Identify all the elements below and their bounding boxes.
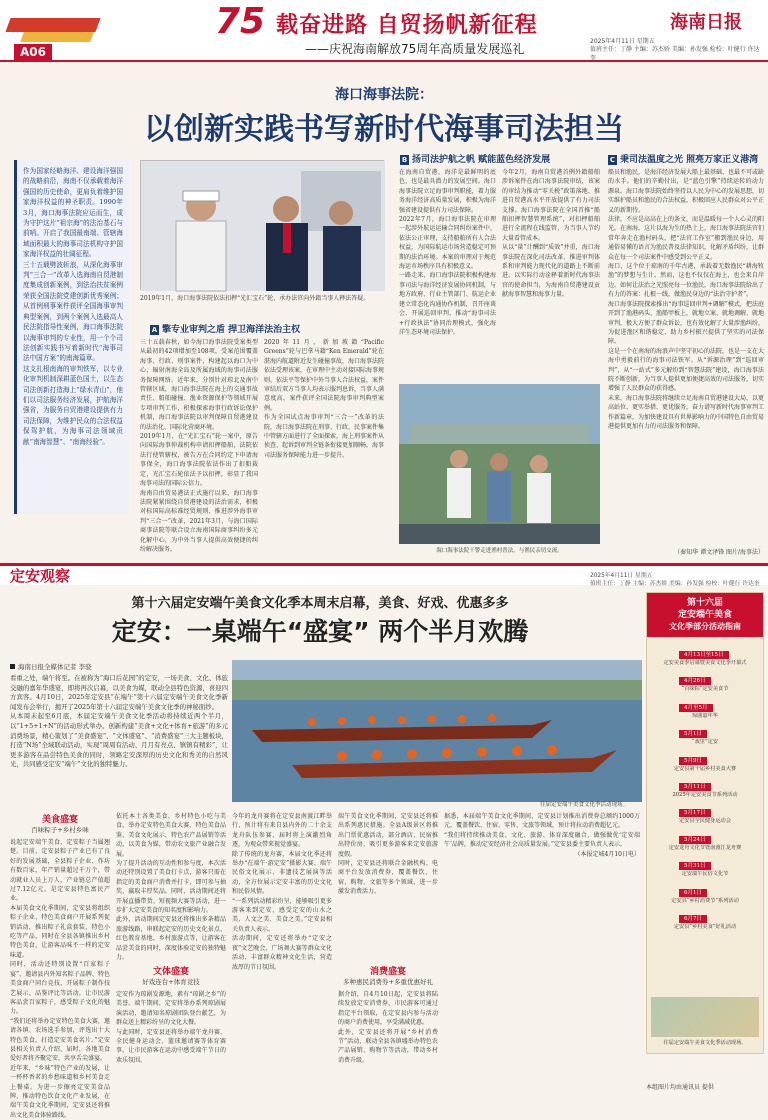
sectionA-tag: A <box>151 326 158 334</box>
guide-entry-item: 定安县第十届乡村美食大赛 <box>673 765 737 772</box>
sectionB-p5: 从以“量”计酬到“质效”并重，海口海事法院在深化司法改革、推进审判体系和审判能力现代化的道路上不断前进，以实际行动诠释着新时代海事法官的使命担当，为海南自贸港建设贡献海事智慧和海事力量。 <box>502 244 600 299</box>
article1-lead-box <box>14 160 129 514</box>
credits-line: 值班主任：丁静 主编：苏杰娇 美编：孙发强 检校：叶健行 许达奎 <box>590 46 760 62</box>
guide-entry <box>651 720 759 746</box>
guide-entry <box>651 852 759 878</box>
date-line: 2025年4月11日 星期五 <box>590 38 655 45</box>
dragon-boat-photo <box>232 660 642 802</box>
guide-entry-item: 定安县全民健身运动会 <box>679 818 731 825</box>
right-p1: 今年的龙舟赛将在定安县南渡江畔举行，预计将有来自县内外的二十余支龙舟队伍参赛，届时将上演激烈角逐，为观众带来视觉盛宴。 <box>232 813 332 849</box>
photo1-caption: 2019年1月，海口海事法院依法扣押“光汇宝石”轮，承办法官向外籍当事人释法答疑。 <box>140 295 370 302</box>
article1-photo-fishermen <box>399 384 600 544</box>
far-column <box>338 812 438 962</box>
mid-p3: 此外，活动期间定安县还将推出多条精品旅游线路，串联起定安的历史文化景点、红色教育基地、乡村旅游点等，让游客在品尝美食的同时，深度体验定安的独特魅力。 <box>116 916 226 962</box>
sectionC-byline: （秦知华 谭文泽锋 图片/海事法） <box>674 549 764 556</box>
consumer-heading <box>338 964 438 986</box>
guide-footer: 本组图片均由通讯员 提供 <box>646 1084 714 1091</box>
guide-entry-date: 4月至5月 <box>679 704 713 712</box>
guide-entry <box>651 773 759 799</box>
sectionC-p4: 海口海事法院探索推出“海事巡回审判+调解”模式，把法庭开到了渔港码头、渔船甲板上，就地立案、就地调解、就地审判，极大方便了群众诉讼，也有效化解了大量涉渔纠纷，为促进渔区和谐稳定、助力乡村振兴提供了坚实的司法保障。 <box>608 300 765 346</box>
photo3-caption: 往届定安端午美食文化季活动现场。 <box>540 802 629 808</box>
article2-headline: 定安：一桌端午“盛宴” 两个半月欢腾 <box>111 617 529 646</box>
consumer-p1: 据介绍，自4月10日起，定安县将陆续发放定安消费券，市民游客可通过指定平台领取，在定安县内参与活动的商户消费使用，享受满减优惠。 <box>338 991 438 1027</box>
sectionC-p5: 这是一个在南海的海浪声中坚守初心的法院，也是一支在大海中勇毅前行的海事司法铁军。从“诉源治理”到“巡回审判”，从“一站式”多元解纷到“智慧法院”建设，海口海事法院不断创新，为当事人提供更加便捷高效的司法服务，切实增强了人民群众的获得感。 <box>608 347 765 393</box>
sectionB-p1: 在海南自贸港，海洋是最鲜明的底色，也是最具潜力的发展空间。海口海事法院立足海事审判职能，着力服务海洋经济高质量发展，积极为海洋强省建设提供有力司法保障。 <box>399 169 496 214</box>
guide-entry-date: 6月7日 <box>679 915 707 923</box>
sectionA-title: 擎专业审判之盾 捍卫海洋法治主权 <box>162 325 301 335</box>
section2-title: 定安观察 <box>10 567 71 585</box>
activity-guide-box <box>646 592 764 1054</box>
guide-entry-item: 定安端午民俗文化节 <box>681 871 729 878</box>
newspaper-brand: 海南日报 <box>670 12 742 33</box>
guide-entry-item: 琼剧嘉年华 <box>692 712 718 719</box>
sectionC-p1: 船员和渔民，是海洋经济发展大船上最基础、也最不可或缺的水手。他们的辛勤付出，是“蓝色引擎”持续运转的动力源泉。海口海事法院始终坚持以人民为中心的发展思想，切实维护船员和渔民的合法权益，积极回应人民群众对公平正义的新期待。 <box>608 169 765 214</box>
guide-entry-item: 定安龙舟文化节暨南渡江龙舟赛 <box>668 844 742 851</box>
sectionA-p3: 海南自由贸易港法正式施行以来，海口海事法院紧紧围绕自贸港建设的法治需求，积极对标国际高标准经贸规则，推进涉外海事审判“三合一”改革，2021年3月，与海口国际商事法院等联合设立海南国际商事纠纷多元化解中心，为中外当事人提供高效便捷的纠纷解决服务。 <box>140 489 258 553</box>
guide-entry-date: 6月1日 <box>679 889 707 897</box>
guide-photo <box>651 997 759 1037</box>
food-p5: 近年来，“乡味”特色产业的发展，让一杯杯香茗的乡愁味道和乡村美食走上餐桌。为进一步擦亮定安美食品牌，推动特色饮食文化产业发展，在端午美食文化季期间，定安县还将推出文化美食体验路线。 <box>10 1064 110 1119</box>
sectionA-heading <box>150 322 382 335</box>
red-ribbon-icon <box>5 18 100 32</box>
guide-entry-date: 5月17日 <box>679 809 711 817</box>
guide-title-line2: 定安端午美食 <box>677 610 732 620</box>
culture-column <box>116 990 226 1092</box>
article1-lead: 作为国家经略海洋、建设海洋强国的战略前沿，海南不仅承载着海洋强国的历史使命，更肩负着维护国家海洋权益的神圣职责。1990年3月，海口海事法院应运而生，成为守护这片“祖宗海”的法治基石与前哨。开启了我国最南端、管辖海域面积最大的海事司法机构守护国家海洋权益的壮阔征程。 三十五载劈波斩浪，从深化海事审判“三合一”改革入选海南自贸港制度集成创新案例，到法治扶贫案例荣获全国法院党建创新优秀案例；从首例刑事案件获评全国海事审判典型案例，到两个案例入选最高人民法院指导性案例，海口海事法院以海事审判的专业性，用一个个司法创新实践书写着新时代“海事司法中国方案”的南海篇章。 这支扎根南海的审判铁军，以专业化审判机制深耕蓝色国土，以生态司法创新打造海上“绿水青山”，他们以司法服务经济发展，护航海洋强省，为服务自贸港建设提供有力司法保障，为维护民众的合法权益保驾护航，为海事司法领域贡献“南海智慧”、“南海经验”。 <box>23 167 123 446</box>
masthead-subtitle: ——庆祝海南解放75周年高质量发展巡礼 <box>305 42 525 56</box>
page-number: A06 <box>14 44 52 60</box>
guide-entry-item: 定安县“乡村美食”好礼活动 <box>673 924 737 931</box>
sectionB-p2: 2022年7月，海口海事法院在审理一起涉外航运运输合同纠纷案件中，依法公正审理，支持船舶所有人合法权益，为国际航运市场营造稳定可预期的法治环境。本案的审理对于规范海运市场秩序具有积极意义。 <box>399 216 496 271</box>
food-p1: 说起定安端午美食，定安粽子当属翘楚。目前，定安县粽子产业已有了良好的发展基础，全县粽子企业、作坊有数百家，年产销量超过千万个，带动就业人员上万人，产业链总产值超过7.12亿元，是定安县特色富民产业。 <box>10 839 110 903</box>
article2-byline <box>10 662 92 671</box>
article2-kicker: 第十六届定安端午美食文化季本周末启幕，美食、好戏、优惠多多 <box>131 596 509 611</box>
article1-photo-court <box>140 160 384 290</box>
consumer-subtitle: 多种惠民消费券+多重优惠好礼 <box>343 978 433 986</box>
section2-date-line: 2025年4月11日 星期五 <box>590 573 653 579</box>
guide-entry-item: 2025年定安美食节系列活动 <box>672 792 738 799</box>
sectionA-col1 <box>140 338 258 556</box>
right-p3: “一系列活动精彩纷呈，能够吸引更多游客来到定安，感受定安的山水之美、人文之美、美食之美。”定安县相关负责人表示。 <box>232 897 332 933</box>
last-p2: “我们将持续推动美食、文化、旅游、体育深度融合，做强做优‘定安端午’品牌，推动定安经济社会高质量发展。”定安县委主要负责人表示。 <box>444 831 640 849</box>
sectionC-title: 秉司法温度之光 照亮万家正义港湾 <box>620 155 759 165</box>
guide-entry-date: 5月1日 <box>679 730 707 738</box>
sectionC-p6: 未来，海口海事法院将继续立足海南自贸港建设大局，以更高站位、更实举措、更优服务，奋力谱写新时代海事审判工作新篇章，为加快建设具有世界影响力的中国特色自由贸易港提供更加有力的司法服务和保障。 <box>608 394 765 430</box>
reporter-square-icon <box>10 664 15 669</box>
mid-p2: 为了提升活动的互动性和参与度，本次活动还特别设置了美食打卡点，游客只需在指定的美食商户消费并打卡，即可参与抽奖，赢取丰厚奖品。同时，活动期间还将开展直播带货、短视频大赛等活动，进一步扩大定安美食的知名度和影响力。 <box>116 860 226 915</box>
guide-title-line3: 文化季部分活动指南 <box>669 622 741 631</box>
sectionC-p2: 法律，不应是高高在上的条文，而是温暖每一个人心灵的阳光。在南海，这片以海为生的热土上，海口海事法院法官们常年奔走在渔村码头，把“法官工作室”搬到渔民身边，用通俗易懂的语言为渔民普及法律知识，化解矛盾纠纷，让群众在每一个司法案件中感受到公平正义。 <box>608 216 765 261</box>
sectionC-col <box>608 168 764 548</box>
food-p3: 同时，活动还特别设置“百家粽子宴”，邀请县内外知名粽子品牌、特色美食商户同台竞技，开展粽子制作技艺展示、品鉴评比等活动，让市民游客品尝百家粽子，感受粽子文化的魅力。 <box>10 961 110 1016</box>
dragon-boat-photo-icon <box>232 660 642 802</box>
food-p2: 本届美食文化季期间，定安县将组织粽子企业、特色美食商户开展系列促销活动，推出粽子礼盒套装、特色小吃等产品，同时在全县各镇推出乡村特色美食，让游客品味不一样的定安味道。 <box>10 904 110 959</box>
gold-ribbon-icon <box>20 32 94 42</box>
guide-entry-date: 5月24日 <box>679 836 711 844</box>
guide-entry-item: 定安美食季启幕暨美食文化季开幕式 <box>663 660 747 666</box>
sectionC-p3: 海口、这个位于琼南的千年古港，承载着无数渔民“耕海牧渔”的梦想与生计。然而，这也不仅仅在海上，也会来自岸边。如何让法治之光照亮每一位渔民，海口海事法院给出了有力的答案：扎根一线，做渔民身边的“法治守护者”。 <box>608 263 765 299</box>
guide-entry-date: 4月13日至15日 <box>679 651 729 659</box>
guide-photo-caption: 往届定安端午美食文化季活动现场。 <box>663 1040 747 1046</box>
far-p2: 同时，定安县还将联合金融机构、电商平台发放消费券，覆盖餐饮、住宿、购物、文旅等多个领域，进一步激发消费活力。 <box>338 860 438 896</box>
consumer-p2: 此外，定安县还将开展“乡村消费节”活动，联动全县各镇墟举办特色农产品展销、购物节等活动，带动乡村消费升级。 <box>338 1028 438 1064</box>
guide-entry-date: 4月26日 <box>679 677 711 685</box>
culture-p1: 定安作为琼剧发源地，素有“琼剧之乡”的美誉。端午期间，定安将举办系列琼剧展演活动，邀请知名琼剧团队登台献艺，为群众送上精彩纷呈的文化大餐。 <box>116 991 226 1027</box>
sectionC-heading <box>608 152 766 165</box>
guide-entry <box>651 905 759 931</box>
culture-title: 文体盛宴 <box>152 967 189 977</box>
court-photo-icon <box>141 161 385 291</box>
sectionB-heading <box>400 152 600 165</box>
guide-entry <box>651 667 759 693</box>
mid-column <box>116 812 226 962</box>
sectionB-col2 <box>502 168 600 380</box>
article2-lead-block <box>10 674 228 808</box>
sectionC-tag: C <box>609 156 616 164</box>
guide-entry-date: 5月11日 <box>679 783 711 791</box>
guide-title-line1: 第十六届 <box>686 598 723 608</box>
food-subtitle: 百味粽子+乡村乡味 <box>31 826 89 834</box>
guide-entry <box>651 826 759 852</box>
guide-list <box>651 641 759 931</box>
food-heading <box>10 812 110 834</box>
sectionB-tag: B <box>401 156 408 164</box>
mid-p1: 依托本土各类美食，乡村特色小吃与美食，举办定安特色美食大赛、特色美食品鉴、美食文化展示、特色农产品展销等活动，以美食为媒，带动农文旅产业融合发展。 <box>116 813 226 858</box>
sectionA-p1: 三十五载春秋，如今海口海事法院受案类型从最初的42项增加至108项，受案范围覆盖海事、行政、刑事案件，构建起以海口为中心，辐射南海全岛及所属海域的海事司法服务保障网络。近年来，分别针对琼北及南中管辖区域，海口海事法院在海上的交通事故责任、船舶碰撞、渔业资源保护等领域开展专项审判工作，积极探索海事行政诉讼保护机制，海口海事法院以审判保障自贸港建设的法治化、国际化营商环境。 <box>140 339 258 431</box>
article2-byline-text: 海南日报全媒体记者 李骁 <box>18 663 92 671</box>
culture-heading <box>116 964 226 986</box>
sectionB-p3: 一路走来，海口海事法院积极构建海事司法与海洋经济发展协同机制，与地方政府、行业主管部门、航运企业建立常态化沟通协作机制，召开座谈会、开展巡回审判，推动“海事司法+行政执法”协同治理模式，强化海洋生态环境司法保护。 <box>399 272 496 336</box>
guide-entry <box>651 694 759 720</box>
guide-entry <box>651 641 759 667</box>
culture-p2: 与此同时，定安县还将举办端午龙舟赛、全民健身运动会、篮球邀请赛等体育赛事，让市民游客在运动中感受端午节日的欢乐氛围。 <box>116 1028 226 1064</box>
guide-entry <box>651 799 759 825</box>
consumer-title: 消费盛宴 <box>369 967 406 977</box>
last-p1: 据悉，本届端午美食文化季期间，定安县计划推出消费券总额约1000万元，覆盖餐饮、住宿、零售、文旅等领域，预计将拉动消费超亿元。 <box>444 813 640 830</box>
article2-lead: 看重之处，端午将至。在被称为“海口后花园”的定安，一场美食、文化、体旅交融的嘉年华盛宴，即将再次启幕，以美食为媒，联动全县特色资源，喜迎四方宾客。4月10日，2025年定安县“在端午”第十六届定安端午美食文化季新闻发布会举行，揭开了2025年第十六届定安端午美食文化季的神秘面纱。 <box>10 674 228 711</box>
guide-entry <box>651 879 759 905</box>
section2-credits-line: 值班主任：丁静 主编：苏杰娇 美编：孙发强 检校：叶健行 许达奎 <box>590 581 760 587</box>
right-p2: 除了传统的龙舟赛，本届文化季还将举办“在端午·游定安”摄影大赛、端午民俗文化展示、非遗技艺展演等活动，全方位展示定安丰富的历史文化和民俗风情。 <box>232 850 332 896</box>
consumer-column <box>338 990 438 1092</box>
masthead-decoration <box>8 10 103 44</box>
article2-p2: 从本周末起至6月底，本届定安端午美食文化季活动将持续近两个半月，以“1+5+1+N”的活动形式举办。创新构建“美食+文化+体育+旅游”的多元消费场景，精心策划了“美食盛宴”、“文体盛宴”、“消费盛宴”三大主题板块，打造“N场”全域联动活动，实现“周周有活动、月月有亮点、镇镇有精彩”，让更多游客在品尝特色美食的同时，领略定安深厚的历史文化和秀美的自然风光，共同感受定安“端午”文化的独特魅力。 <box>10 712 228 769</box>
culture-subtitle: 好戏连台+体育竞技 <box>142 978 200 986</box>
photo2-caption: 海口海事法院干警走进渔村普法，与渔民亲切交流。 <box>436 548 563 554</box>
sectionB-title: 扬司法护航之帆 赋能蓝色经济发展 <box>412 155 551 165</box>
sectionA-p2: 2019年1月，在“光汇宝石”轮一案中，原告向国际海事仲裁机构申请扣押船舶，法院依法行使管辖权，被告方在合同约定下申请海事保全，海口海事法院依法作出了扣船裁定，光汇宝石轮依法予以扣押，彰显了我国海事司法的国际公信力。 <box>140 433 258 488</box>
sectionA-col2 <box>264 338 384 556</box>
guide-title <box>647 593 763 637</box>
sectionB-p4: 今年2月，海南自贸港首例外籍船舶涉诉案件在海口海事法院审结，该案的审结为推动“零关税”政策落地、推进自贸港高水平开放提供了有力司法支撑。海口海事法院在全国首推“船舶扣押智慧管理系统”，对扣押船舶进行全流程在线监管，为当事人节约大量看管成本。 <box>502 169 600 242</box>
anniversary-number: 75 <box>215 1 266 42</box>
article1-kicker: 海口海事法院： <box>335 87 433 103</box>
guide-entry <box>651 747 759 773</box>
sectionA-p5: 作为全国试点海事审判“三合一”改革的法院，海口海事法院在刑事、行政、民事案件集中管辖方面进行了全面探索，海上刑事案件从侦查、起诉到审判全链条衔接更加顺畅，海事司法服务保障能力进一步提升。 <box>264 414 385 459</box>
last-byline: （本报定城4月10日电） <box>574 850 640 858</box>
right-p4: 活动期间，定安还将举办“定安之夜”文艺晚会、广场舞大赛等群众文化活动，丰富群众精神文化生活，营造浓厚的节日氛围。 <box>232 935 332 971</box>
right-column <box>232 812 332 1092</box>
food-title: 美食盛宴 <box>41 815 78 825</box>
sectionA-p4: 2020年11月，新加坡籍“Pacific Greens”轮与巴拿马籍“Ken Emerald”轮在湛海内航道附近发生碰撞事故，海口海事法院依法受理该案，在审理中主动对接国际海事规则，依法平等保护中外当事人合法权益，案件审结后双方当事人均表示服判息诉，当事人满意度高，案件获评全国法院海事审判典型案例。 <box>264 339 385 412</box>
guide-entry-item: 定安县“乡村消费节”系列活动 <box>671 897 739 904</box>
food-p4: “我们还将举办定安特色美食大赛，邀请各镇、农场选手参加，评选出十大特色美食，打造定安美食名片。”定安县相关负责人介绍，届时，各地美食爱好者将齐聚定安，共享舌尖盛宴。 <box>10 1017 110 1063</box>
masthead-title: 载奋进路 自贸扬帆新征程 <box>276 13 538 38</box>
fishing-village-photo-icon <box>399 384 600 544</box>
guide-entry-date: 5月31日 <box>679 862 711 870</box>
far-p1: 端午美食文化季期间，定安县还将推出系列惠民措施。全县A级景区将推出门票优惠活动，部分酒店、民宿推出特价房，吸引更多游客来定安旅游度假。 <box>338 813 438 858</box>
guide-entry-item: “戏里”定安 <box>691 739 719 746</box>
last-column <box>444 812 640 1080</box>
food-column <box>10 838 110 1119</box>
guide-entry-item: “百味粽”定安美食节 <box>681 686 729 693</box>
sectionB-col1 <box>399 168 496 380</box>
guide-entry-date: 5月9日 <box>679 757 707 765</box>
article1-headline: 以创新实践书写新时代海事司法担当 <box>144 112 624 147</box>
